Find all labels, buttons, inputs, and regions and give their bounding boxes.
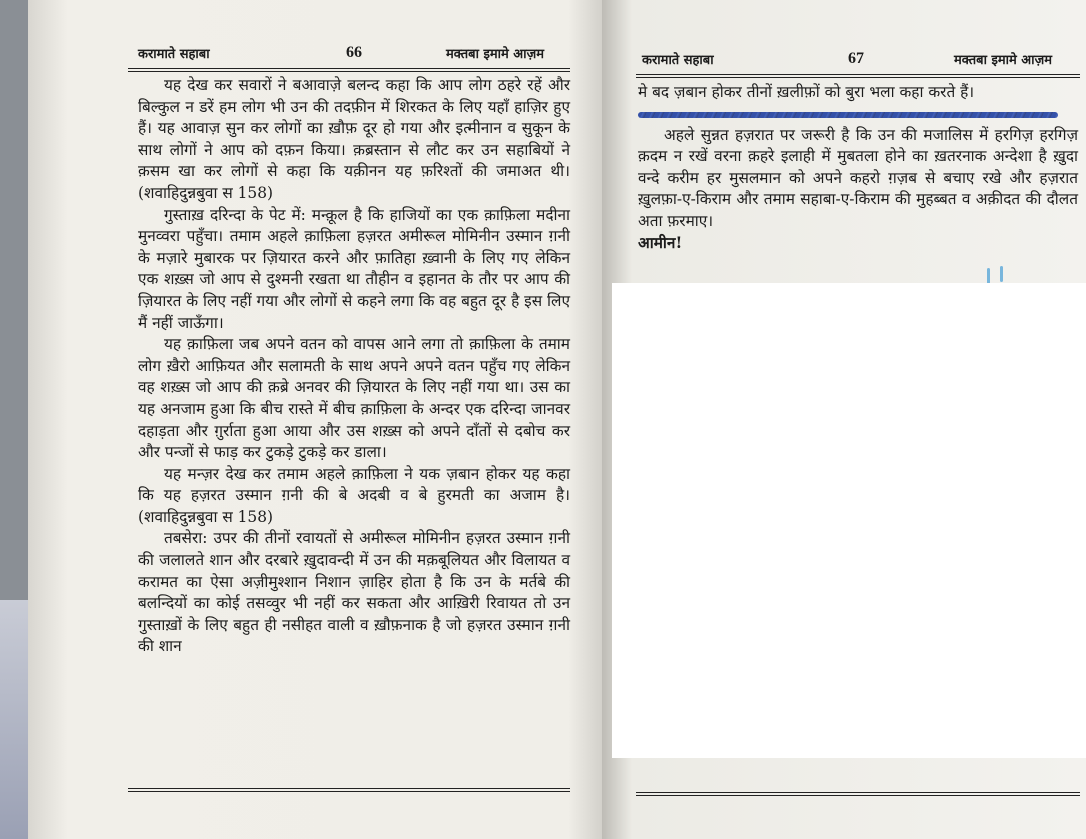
left-running-title: करामाते सहाबा (138, 47, 210, 62)
pen-mark (1000, 266, 1003, 282)
left-publisher: मक्तबा इमामे आज़म (446, 47, 544, 62)
right-publisher: मक्तबा इमामे आज़म (954, 53, 1052, 68)
ink-strikethrough (638, 112, 1058, 118)
paragraph-heading-lead: गुस्ताख़ दरिन्दा के पेट में: मन्क़ूल है कि हाजियों का एक क़ाफ़िला मदीना मुनव्वरा पहुँचा। तमाम अहले क़ाफ़िला हज़रत अमीरूल मोमिनीन उस्मान ग़नी के मज़ारे मुबारक पर ज़ियारत करने और फ़ातिहा ख़्वानी के लिए गए लेकिन एक शख़्स जो आप से दुश्मनी रखता था तौहीन व इहानत के तौर पर आप की ज़ियारत के लिए नहीं गया और लोगों से कहने लगा कि वह बहुत दूर है इस लिए मैं नहीं जाऊँगा। (138, 205, 570, 332)
left-header-rule (128, 68, 570, 72)
blank-page-area (612, 283, 1086, 758)
paragraph: यह मन्ज़र देख कर तमाम अहले क़ाफ़िला ने यक ज़बान होकर यह कहा कि यह हज़रत उस्मान ग़नी की बे अदबी व बे हुरमती का अजाम है। (शवाहिदुन्नबुवा स 158) (138, 464, 570, 526)
left-page-number: 66 (346, 44, 362, 61)
right-body (638, 82, 1078, 254)
paragraph-commentary: तबसेरा: उपर की तीनों रवायतों से अमीरूल मोमिनीन हज़रत उस्मान ग़नी की जलालते शान और दरबारे ख़ुदावन्दी में उन की मक़बूलियत और विलायत व करामत का ऐसा अज़ीमुश्शान निशान ज़ाहिर होता है कि उन के मर्तबे की बलन्दियों का कोई तसव्वुर भी नहीं कर सकता और आख़िरी रिवायत तो उन गुस्ताख़ों के लिए बहुत ही नसीहत वाली व ख़ौफ़नाक है जो हज़रत उस्मान ग़नी की शान (138, 529, 570, 656)
pen-mark (987, 268, 990, 284)
left-page (28, 0, 613, 839)
right-header-rule (636, 74, 1080, 78)
right-page-number: 67 (848, 50, 864, 67)
paragraph: मे बद ज़बान होकर तीनों ख़लीफ़ों को बुरा भला कहा करते हैं। (638, 83, 975, 101)
paragraph: यह क़ाफ़िला जब अपने वतन को वापस आने लगा तो क़ाफ़िला के तमाम लोग ख़ैरो आफ़ियत और सलामती के साथ अपने अपने वतन पहुँच गए लेकिन वह शख़्स जो आप की क़ब्रे अनवर की ज़ियारत के लिए नहीं गया था। उस का यह अनजाम हुआ कि बीच रास्ते में बीच क़ाफ़िला के अन्दर एक दरिन्दा जानवर दहाड़ता और ग़ुर्राता हुआ आया और उस शख़्स को अपने दाँतों से दबोच कर और पन्जों से फाड़ कर टुकड़े टुकड़े कर डाला। (138, 335, 570, 462)
right-running-title: करामाते सहाबा (642, 53, 714, 68)
left-footer-rule (128, 788, 570, 792)
amen-line: आमीन! (638, 233, 683, 252)
right-footer-rule (636, 792, 1080, 796)
paragraph: अहले सुन्नत हज़रात पर जरूरी है कि उन की मजालिस में हरगिज़ हरगिज़ क़दम न रखें वरना क़हरे इलाही में मुबतला होने का ख़तरनाक अन्देशा है ख़ुदा वन्दे करीम हर मुसलमान को अपने कहरो ग़ज़ब से बचाए रखे और हज़रात ख़ुलफ़ा-ए-किराम और तमाम सहाबा-ए-किराम की मुहब्बत व अक़ीदत की दौलत अता फ़रमाए। (638, 125, 1078, 230)
left-body (138, 75, 570, 658)
paragraph: यह देख कर सवारों ने बआवाज़े बलन्द कहा कि आप लोग ठहरे रहें और बिल्कुल न डरें हम लोग भी उन की तदफ़ीन में शिरकत के लिए यहाँ हाज़िर हुए हैं। यह आवाज़ सुन कर लोगों का ख़ौफ़ दूर हो गया और इत्मीनान व सुकून के साथ लोगों ने आप को दफ़न किया। क़ब्रस्तान से लौट कर उन सहाबियों ने क़सम खा कर लोगों से कहा कि यक़ीनन यह फ़रिश्तों की जमाअत थी। (शवाहिदुन्नबुवा स 158) (138, 76, 570, 202)
